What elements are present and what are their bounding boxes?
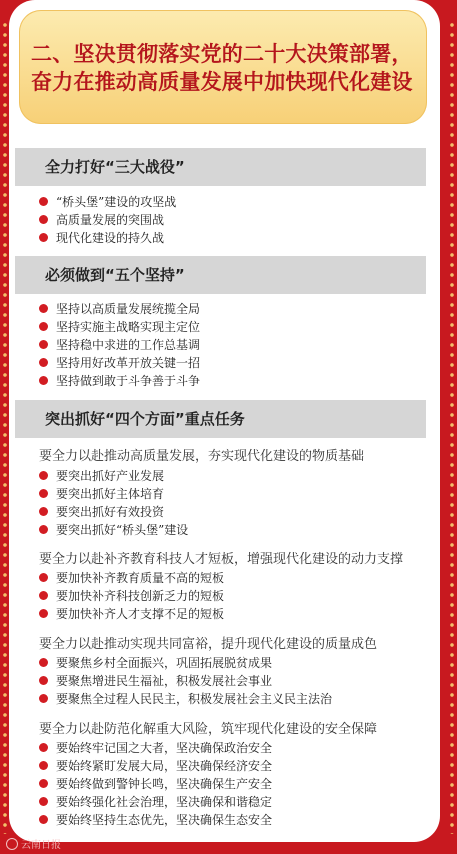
- bullet-icon: [39, 658, 48, 667]
- list-item: 坚持做到敢于斗争善于斗争: [39, 372, 429, 390]
- bullet-icon: [39, 304, 48, 313]
- bullet-icon: [39, 233, 48, 242]
- list-item: 要加快补齐人才支撑不足的短板: [39, 605, 429, 623]
- header-banner: [19, 10, 427, 124]
- list-item: 要加快补齐科技创新乏力的短板: [39, 587, 429, 605]
- list-item: 坚持以高质量发展统揽全局: [39, 300, 429, 318]
- watermark-logo-icon: [6, 838, 18, 850]
- list-item: 高质量发展的突围战: [39, 211, 429, 229]
- list-item: 要聚焦增进民生福祉，积极发展社会事业: [39, 672, 429, 690]
- bullet-icon: [39, 573, 48, 582]
- section-title: 必须做到“五个坚持”: [45, 266, 185, 284]
- list-item: 要聚焦全过程人民民主，积极发展社会主义民主法治: [39, 690, 429, 708]
- list-item: 要突出抓好产业发展: [39, 467, 429, 485]
- subsection-list: [39, 654, 429, 708]
- bullet-icon: [39, 797, 48, 806]
- list-item: 要始终坚持生态优先，坚决确保生态安全: [39, 811, 429, 829]
- bullet-icon: [39, 761, 48, 770]
- list-item: 坚持用好改革开放关键一招: [39, 354, 429, 372]
- list-item: 坚持稳中求进的工作总基调: [39, 336, 429, 354]
- bullet-icon: [39, 507, 48, 516]
- list-item: 坚持实施主战略实现主定位: [39, 318, 429, 336]
- list-item: 要始终紧盯发展大局，坚决确保经济安全: [39, 757, 429, 775]
- list-item: 要始终做到警钟长鸣，坚决确保生产安全: [39, 775, 429, 793]
- bullet-icon: [39, 197, 48, 206]
- list-item: 要始终牢记国之大者，坚决确保政治安全: [39, 739, 429, 757]
- section-title: 突出抓好“四个方面”重点任务: [45, 410, 245, 428]
- subsection-list: [39, 569, 429, 623]
- bullet-icon: [39, 591, 48, 600]
- list-item: 要突出抓好有效投资: [39, 503, 429, 521]
- subsection-list: [39, 739, 429, 829]
- list-item: 现代化建设的持久战: [39, 229, 429, 247]
- bullet-icon: [39, 609, 48, 618]
- bullet-icon: [39, 376, 48, 385]
- subsection-title: 要全力以赴推动高质量发展，夯实现代化建设的物质基础: [39, 448, 365, 463]
- section-header: [15, 256, 426, 294]
- content-card: [9, 0, 440, 842]
- section-list: [39, 300, 429, 390]
- bullet-icon: [39, 743, 48, 752]
- list-item: 要突出抓好主体培育: [39, 485, 429, 503]
- subsection-title: 要全力以赴推动实现共同富裕，提升现代化建设的质量成色: [39, 636, 378, 651]
- watermark: 云南日报: [6, 838, 61, 852]
- list-item: “桥头堡”建设的攻坚战: [39, 193, 429, 211]
- bullet-icon: [39, 215, 48, 224]
- list-item: 要聚焦乡村全面振兴，巩固拓展脱贫成果: [39, 654, 429, 672]
- subsection-list: [39, 467, 429, 539]
- subsection-title: 要全力以赴补齐教育科技人才短板，增强现代化建设的动力支撑: [39, 551, 404, 566]
- bullet-icon: [39, 815, 48, 824]
- subsection-title: 要全力以赴防范化解重大风险，筑牢现代化建设的安全保障: [39, 721, 378, 736]
- bullet-icon: [39, 471, 48, 480]
- bullet-icon: [39, 322, 48, 331]
- list-item: 要始终强化社会治理，坚决确保和谐稳定: [39, 793, 429, 811]
- section-header: [15, 148, 426, 186]
- right-dot-border: [447, 20, 457, 834]
- page-title: 二、坚决贯彻落实党的二十大决策部署，奋力在推动高质量发展中加快现代化建设: [31, 42, 413, 94]
- bullet-icon: [39, 676, 48, 685]
- bullet-icon: [39, 779, 48, 788]
- list-item: 要加快补齐教育质量不高的短板: [39, 569, 429, 587]
- bullet-icon: [39, 694, 48, 703]
- bullet-icon: [39, 489, 48, 498]
- section-list: [39, 193, 429, 247]
- section-title: 全力打好“三大战役”: [45, 158, 185, 176]
- bullet-icon: [39, 358, 48, 367]
- section-header: [15, 400, 426, 438]
- bullet-icon: [39, 340, 48, 349]
- bullet-icon: [39, 525, 48, 534]
- list-item: 要突出抓好“桥头堡”建设: [39, 521, 429, 539]
